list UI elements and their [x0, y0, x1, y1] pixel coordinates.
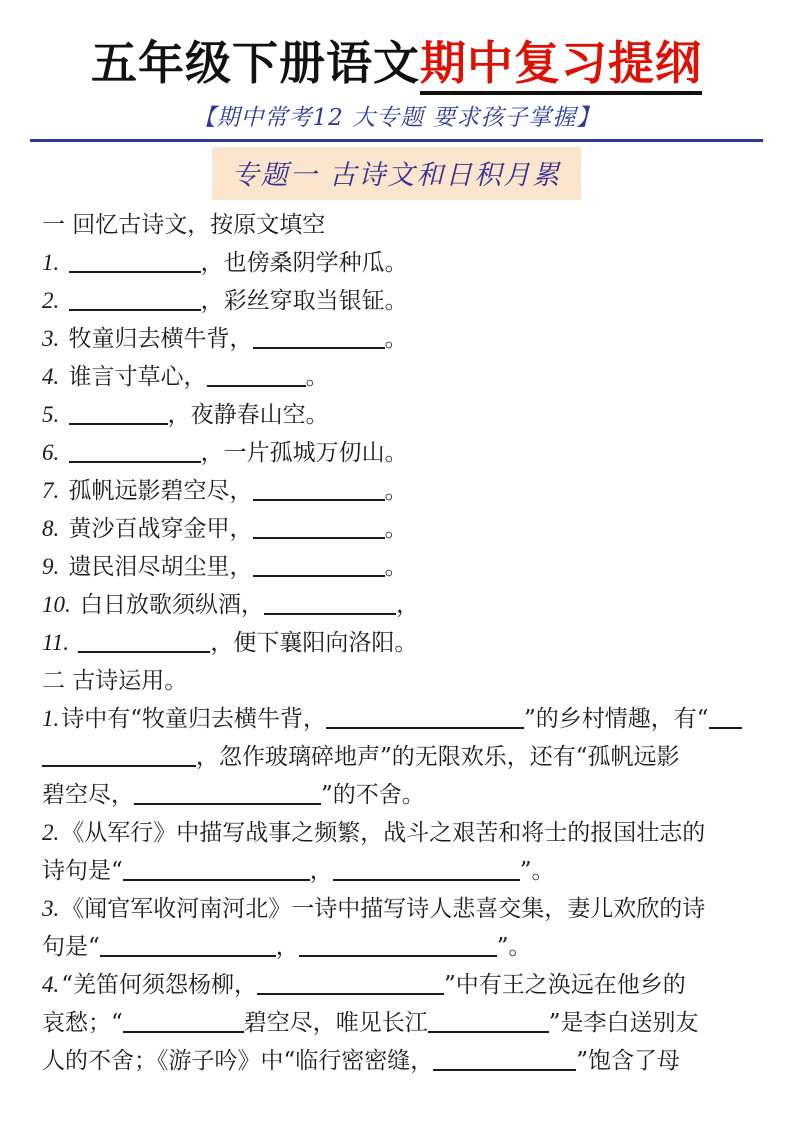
fill-blank	[326, 705, 524, 729]
exercise-line: 11. ，便下襄阳向洛阳。	[42, 630, 418, 657]
item-number: 5.	[42, 402, 60, 428]
fill-blank	[709, 705, 742, 729]
exercise-lines	[0, 206, 793, 1080]
exercise-line: 一 回忆古诗文，按原文填空	[42, 212, 326, 239]
divider-rule	[30, 139, 763, 142]
item-number: 1.	[42, 250, 60, 276]
exercise-line: 诗句是“ ， ”。	[42, 858, 555, 885]
page-subtitle: 【期中常考12 大专题 要求孩子掌握】	[192, 105, 601, 132]
item-number: 7.	[42, 478, 60, 504]
exercise-line: ，忽作玻璃碎地声”的无限欢乐，还有“孤帆远影	[42, 738, 751, 776]
item-number: 4.	[42, 364, 60, 390]
fill-blank	[257, 971, 444, 995]
exercise-line: 人的不舍；《游子吟》中“临行密密缝， ”饱含了母	[42, 1048, 681, 1075]
exercise-line: 哀愁；“ 碧空尽，唯见长江 ”是李白送别友	[42, 1010, 699, 1037]
item-number: 10.	[42, 592, 71, 618]
item-number: 1.	[42, 706, 60, 732]
fill-blank	[123, 1009, 244, 1033]
item-number: 9.	[42, 554, 60, 580]
page-title	[0, 36, 793, 90]
exercise-line: 2. ，彩丝穿取当银钲。	[42, 288, 408, 315]
item-number: 11.	[42, 630, 70, 656]
item-number: 3.	[42, 896, 60, 922]
exercise-line: 4. 谁言寸草心， 。	[42, 364, 329, 391]
fill-blank	[69, 439, 201, 463]
item-number: 8.	[42, 516, 60, 542]
fill-blank	[253, 477, 385, 501]
exercise-line: 7. 孤帆远影碧空尽， 。	[42, 478, 408, 505]
page-title-black-part: 五年级下册语文	[91, 36, 420, 90]
item-number: 3.	[42, 326, 60, 352]
fill-blank	[428, 1009, 549, 1033]
fill-blank	[69, 287, 201, 311]
fill-blank	[299, 933, 497, 957]
fill-blank	[123, 857, 310, 881]
exercise-line: 3.《闻官军收河南河北》一诗中描写诗人悲喜交集，妻儿欢欣的诗	[42, 896, 706, 923]
fill-blank	[333, 857, 520, 881]
fill-blank	[433, 1047, 576, 1071]
fill-blank	[207, 363, 306, 387]
exercise-line: 碧空尽， ”的不舍。	[42, 782, 425, 809]
item-number: 4.	[42, 972, 60, 998]
fill-blank	[264, 591, 396, 615]
page-title-red-part: 期中复习提纲	[420, 36, 702, 95]
fill-blank	[69, 401, 168, 425]
exercise-line: 1.诗中有“牧童归去横牛背， ”的乡村情趣，有“	[42, 700, 751, 738]
exercise-line: 8. 黄沙百战穿金甲， 。	[42, 516, 408, 543]
fill-blank	[42, 743, 196, 767]
exercise-line: 二 古诗运用。	[42, 668, 188, 695]
exercise-line: 4.“羌笛何须怨杨柳， ”中有王之涣远在他乡的	[42, 972, 686, 999]
exercise-line: 6. ，一片孤城万仞山。	[42, 440, 408, 467]
item-number: 2.	[42, 288, 60, 314]
fill-blank	[253, 325, 385, 349]
topic-heading: 专题一 古诗文和日积月累	[212, 147, 582, 200]
item-number: 2.	[42, 820, 60, 846]
fill-blank	[100, 933, 276, 957]
exercise-line: 9. 遗民泪尽胡尘里， 。	[42, 554, 408, 581]
fill-blank	[253, 553, 385, 577]
fill-blank	[78, 629, 210, 653]
exercise-line: 10. 白日放歌须纵酒， ，	[42, 592, 420, 619]
exercise-line: 句是“ ， ”。	[42, 934, 532, 961]
exercise-line: 5. ，夜静春山空。	[42, 402, 329, 429]
exercise-line: 3. 牧童归去横牛背， 。	[42, 326, 408, 353]
topic-heading-row	[0, 147, 793, 200]
exercise-line: 1. ，也傍桑阴学种瓜。	[42, 250, 408, 277]
fill-blank	[134, 781, 321, 805]
item-number: 6.	[42, 440, 60, 466]
fill-blank	[69, 249, 201, 273]
fill-blank	[253, 515, 385, 539]
exercise-line: 2.《从军行》中描写战事之频繁，战斗之艰苦和将士的报国壮志的	[42, 820, 706, 847]
